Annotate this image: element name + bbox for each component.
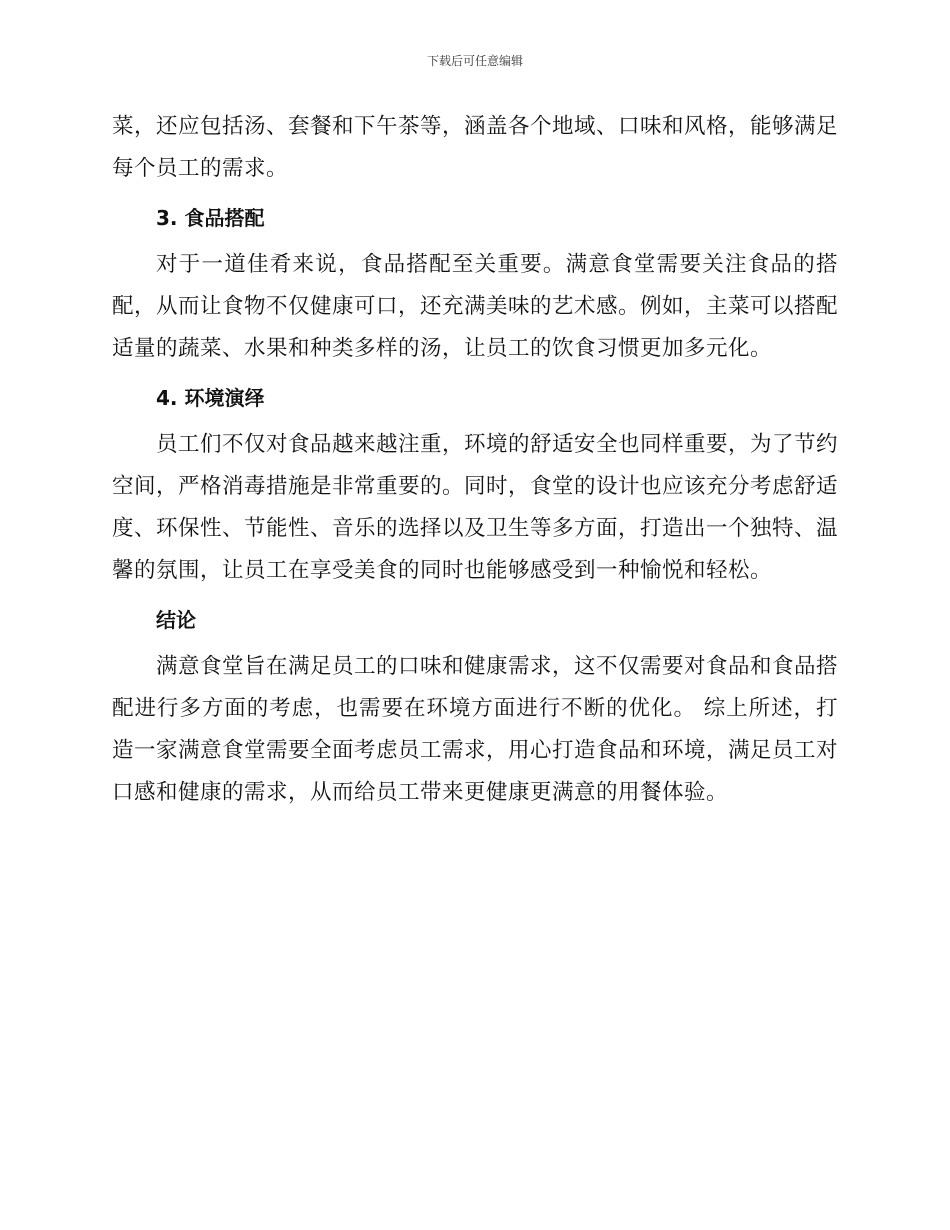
section-heading-conclusion: 结论 (156, 608, 196, 632)
paragraph-intro-continuation: 菜，还应包括汤、套餐和下午茶等，涵盖各个地域、口味和风格，能够满足每个员工的需求。 (112, 114, 839, 181)
paragraph-food-pairing: 对于一道佳肴来说，食品搭配至关重要。满意食堂需要关注食品的搭配，从而让食物不仅健康可口，还充满美味的艺术感。例如，主菜可以搭配适量的蔬菜、水果和种类多样的汤，让员工的饮食习惯更加多元化。 (112, 252, 839, 361)
paragraph-environment: 员工们不仅对食品越来越注重，环境的舒适安全也同样重要，为了节约空间，严格消毒措施是非常重要的。同时，食堂的设计也应该充分考虑舒适度、环保性、节能性、音乐的选择以及卫生等多方面，打造出一个独特、温馨的氛围，让员工在享受美食的同时也能够感受到一种愉悦和轻松。 (112, 432, 839, 583)
section-heading-environment: 4. 环境演绎 (156, 386, 265, 410)
document-body (112, 106, 838, 814)
paragraph-conclusion: 满意食堂旨在满足员工的口味和健康需求，这不仅需要对食品和食品搭配进行多方面的考虑，也需要在环境方面进行不断的优化。 综上所述，打造一家满意食堂需要全面考虑员工需求，用心打造食品和环境，满足员工对口感和健康的需求，从而给员工带来更健康更满意的用餐体验。 (112, 654, 839, 805)
section-heading-food-pairing: 3. 食品搭配 (156, 206, 265, 230)
page-header-note: 下载后可任意编辑 (426, 54, 523, 68)
